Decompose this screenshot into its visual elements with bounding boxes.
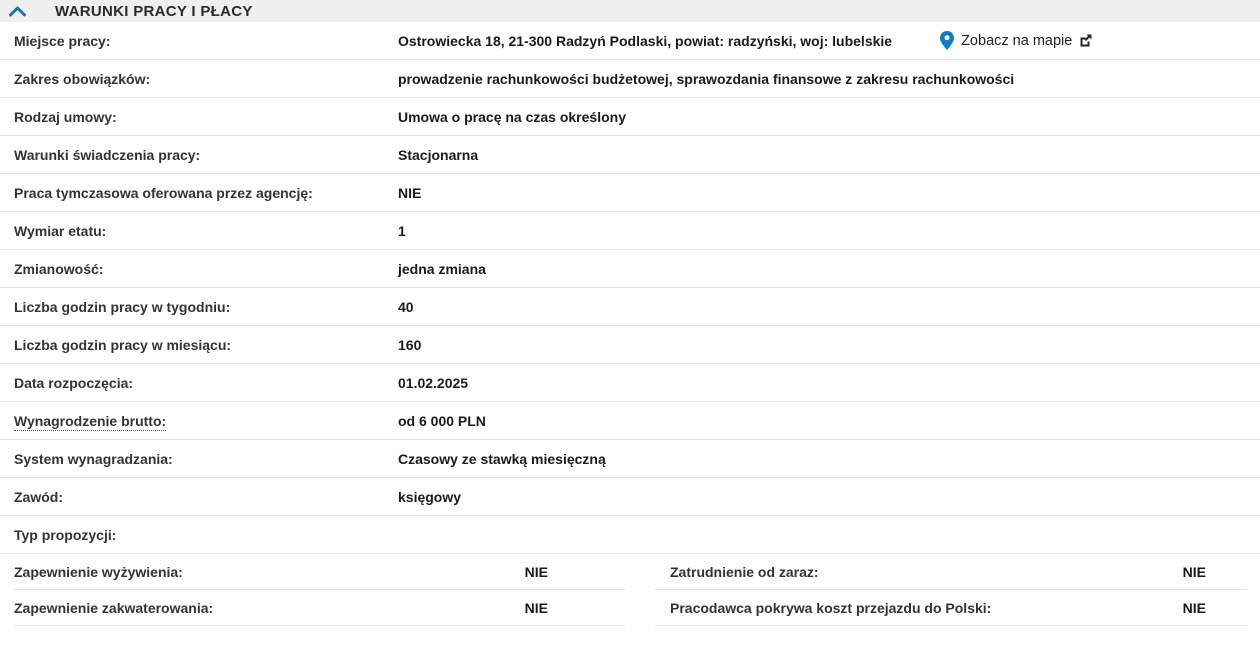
- detail-row-zapewnienie-wyzywienia: [14, 554, 625, 590]
- detail-row-warunki-swiadczenia: [0, 136, 1260, 174]
- detail-row-value: Ostrowiecka 18, 21-300 Radzyń Podlaski, powiat: radzyński, woj: lubelskie: [398, 32, 893, 49]
- detail-row-label: Zatrudnienie od zaraz:: [670, 563, 819, 580]
- detail-row-value: NIE: [1182, 563, 1206, 580]
- detail-row-value: Czasowy ze stawką miesięczną: [398, 450, 606, 467]
- detail-row-value: Stacjonarna: [398, 146, 479, 163]
- section-title: WARUNKI PRACY I PŁACY: [55, 2, 253, 20]
- detail-row-label: Rodzaj umowy:: [14, 108, 117, 125]
- external-link-icon: [1079, 34, 1092, 47]
- detail-row-label: Zmianowość:: [14, 260, 104, 277]
- detail-row-label: Zapewnienie zakwaterowania:: [14, 599, 214, 616]
- map-link-label: Zobacz na mapie: [961, 32, 1073, 49]
- bottom-right-column: [655, 554, 1247, 626]
- detail-row-zapewnienie-zakwaterowania: [14, 590, 625, 626]
- detail-row-label: Wymiar etatu:: [14, 222, 107, 239]
- detail-row-value: NIE: [524, 563, 548, 580]
- detail-row-praca-tymczasowa: [0, 174, 1260, 212]
- collapse-chevron-up-icon[interactable]: [8, 2, 26, 20]
- map-pin-icon: [940, 31, 954, 50]
- detail-row-value: NIE: [398, 184, 422, 201]
- detail-row-label: Zawód:: [14, 488, 63, 505]
- detail-row-value: 01.02.2025: [398, 374, 469, 391]
- detail-row-label: Typ propozycji:: [14, 526, 117, 543]
- bottom-conditions-grid: [0, 554, 1260, 626]
- bottom-left-column: [14, 554, 625, 626]
- detail-row-koszt-przejazdu: [655, 590, 1247, 626]
- detail-row-value: jedna zmiana: [398, 260, 486, 277]
- salary-tooltip-term[interactable]: Wynagrodzenie brutto:: [14, 412, 167, 429]
- detail-row-zakres-obowiazkow: [0, 60, 1260, 98]
- detail-row-label: Praca tymczasowa oferowana przez agencję:: [14, 184, 313, 201]
- detail-row-label: Pracodawca pokrywa koszt przejazdu do Polski:: [670, 599, 992, 616]
- detail-row-value: 40: [398, 298, 414, 315]
- detail-row-godziny-tydzien: [0, 288, 1260, 326]
- detail-row-zmianowosc: [0, 250, 1260, 288]
- detail-row-label: System wynagradzania:: [14, 450, 173, 467]
- detail-row-zatrudnienie-od-zaraz: [655, 554, 1247, 590]
- detail-row-label: Miejsce pracy:: [14, 32, 111, 49]
- section-header-warunki-pracy[interactable]: [0, 0, 1260, 22]
- map-link[interactable]: [940, 31, 1092, 50]
- detail-row-label: Liczba godzin pracy w tygodniu:: [14, 298, 231, 315]
- detail-row-miejsce-pracy: [0, 22, 1260, 60]
- detail-row-value: 160: [398, 336, 422, 353]
- detail-row-value: NIE: [1182, 599, 1206, 616]
- detail-row-value: Umowa o pracę na czas określony: [398, 108, 626, 125]
- detail-row-value: księgowy: [398, 488, 462, 505]
- detail-row-system-wynagradzania: [0, 440, 1260, 478]
- detail-row-value: NIE: [524, 599, 548, 616]
- detail-row-godziny-miesiac: [0, 326, 1260, 364]
- detail-row-label: Zakres obowiązków:: [14, 70, 151, 87]
- detail-row-value: 1: [398, 222, 406, 239]
- detail-row-label: Data rozpoczęcia:: [14, 374, 134, 391]
- detail-row-data-rozpoczecia: [0, 364, 1260, 402]
- detail-row-wymiar-etatu: [0, 212, 1260, 250]
- detail-row-label: Zapewnienie wyżywienia:: [14, 563, 183, 580]
- detail-row-value: prowadzenie rachunkowości budżetowej, sprawozdania finansowe z zakresu rachunkowości: [398, 70, 1015, 87]
- detail-row-typ-propozycji: [0, 516, 1260, 554]
- detail-row-label: [14, 413, 398, 429]
- conditions-table: [0, 22, 1260, 554]
- detail-row-rodzaj-umowy: [0, 98, 1260, 136]
- detail-row-value: od 6 000 PLN: [398, 412, 486, 429]
- detail-row-wynagrodzenie-brutto: [0, 402, 1260, 440]
- detail-row-label: Warunki świadczenia pracy:: [14, 146, 201, 163]
- detail-row-label: Liczba godzin pracy w miesiącu:: [14, 336, 232, 353]
- detail-row-zawod: [0, 478, 1260, 516]
